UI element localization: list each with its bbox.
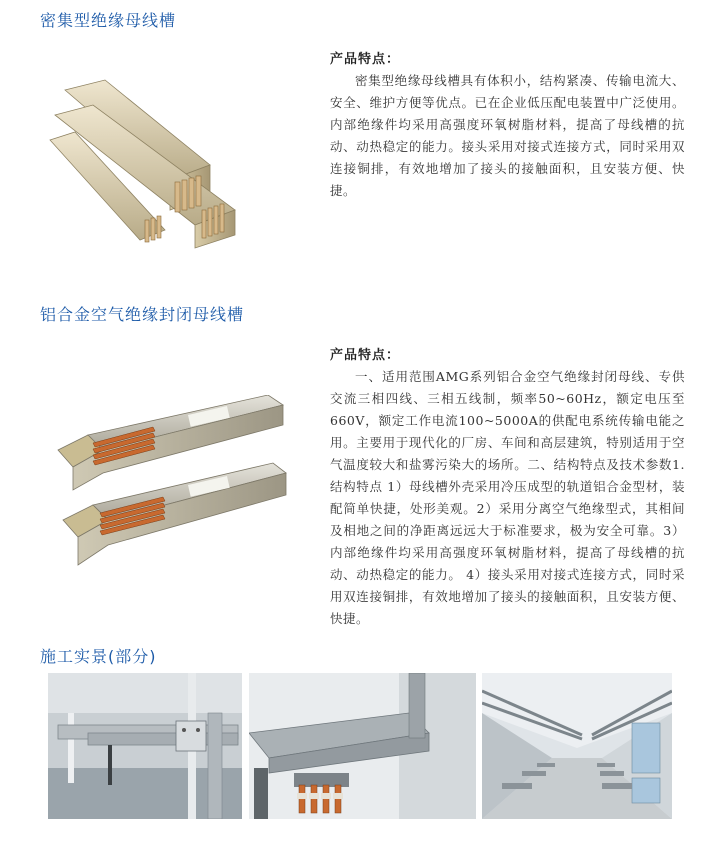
features-heading-2: 产品特点： bbox=[330, 348, 401, 363]
installation-photo-2 bbox=[249, 673, 476, 819]
section-title-dense-busway: 密集型绝缘母线槽 bbox=[40, 11, 177, 30]
section-title-aluminum-busway: 铝合金空气绝缘封闭母线槽 bbox=[40, 305, 245, 324]
dense-busway-description: 密集型绝缘母线槽具有体积小，结构紧凑、传输电流大、安全、维护方便等优点。已在企业低压配电装置中广泛使用。内部绝缘件均采用高强度环氧树脂材料，提高了母线槽的抗动、动热稳定的能力。接头采用对接式连接方式，同时采用双连接铜排，有效地增加了接头的接触面积，且安装方便、快捷。 bbox=[330, 73, 685, 198]
aluminum-busway-product-image bbox=[38, 395, 288, 575]
aluminum-busway-description: 一、适用范围AMG系列铝合金空气绝缘封闭母线、专供交流三相四线、三相五线制，频率50~60Hz，额定电压至660V，额定工作电流100~5000A的供配电系统传输电能之用。主要用于现代化的厂房、车间和高层建筑，特别适用于空气温度较大和盐雾污染大的场所。二、结构特点及技术参数1.结构特点 1）母线槽外壳采用冷压成型的轨道铝合金型材，装配简单快捷，处形美观。2）采用分离空气绝缘型式，其相间及相地之间的净距离远远大于标准要求，极为安全可靠。3）内部绝缘件均采用高强度环氧树脂材料，提高了母线槽的抗动、动热稳定的能力。 4）接头采用对接式连接方式，同时采用双连接铜排，有效地增加了接头的接触面积，且安装方便、快捷。 bbox=[330, 369, 685, 626]
section-title-installation-photos: 施工实景(部分) bbox=[40, 647, 157, 666]
installation-photo-1 bbox=[48, 673, 242, 819]
installation-photo-3 bbox=[482, 673, 672, 819]
dense-busway-product-image bbox=[45, 70, 255, 250]
features-heading-1: 产品特点： bbox=[330, 52, 401, 67]
